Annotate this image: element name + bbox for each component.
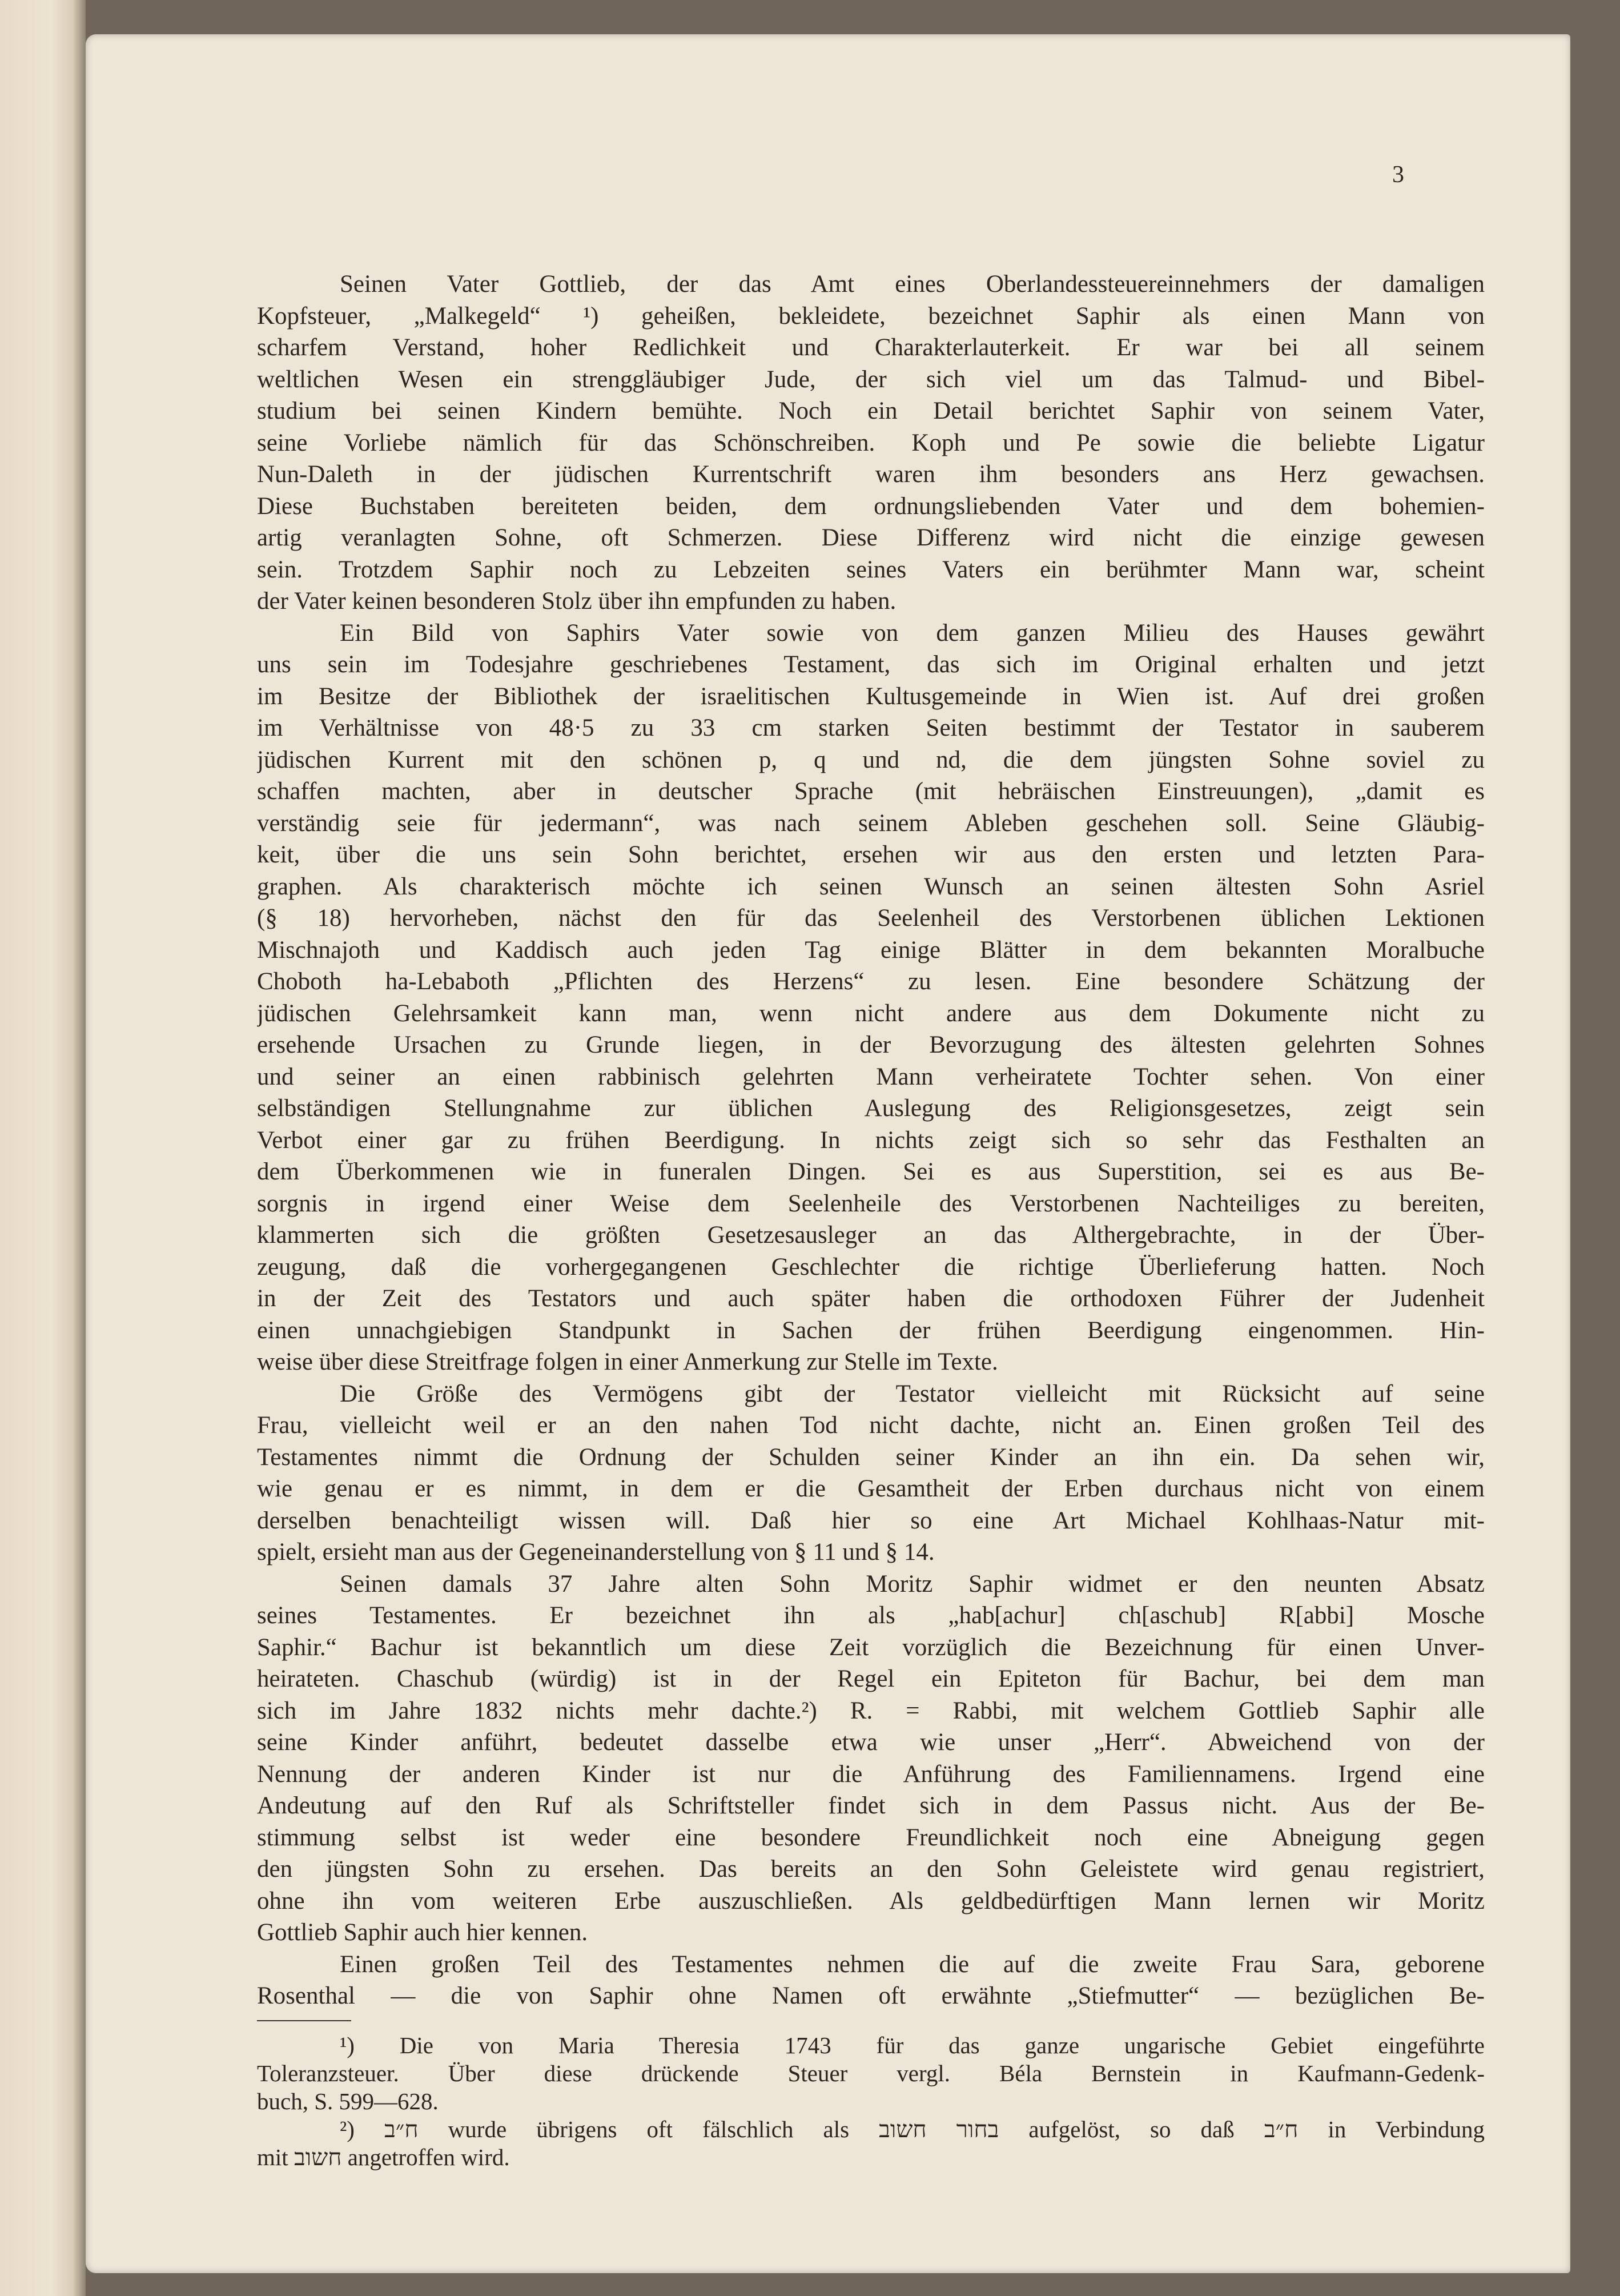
page-number: 3 — [1392, 162, 1405, 188]
footnote-divider — [257, 2020, 351, 2021]
text-line: selbständigen Stellungnahme zur üblichen Auslegung des Religionsgesetzes, zeigt sein — [257, 1095, 1485, 1122]
text-line: und seiner an einen rabbinisch gelehrten Mann verheiratete Tochter sehen. Von einer — [257, 1063, 1485, 1090]
text-line: Gottlieb Saphir auch hier kennen. — [257, 1919, 588, 1946]
text-line: uns sein im Todesjahre geschriebenes Testament, das sich im Original erhalten und jetzt — [257, 651, 1485, 678]
text-line: der Vater keinen besonderen Stolz über ihn empfunden zu haben. — [257, 588, 897, 615]
text-line: jüdischen Gelehrsamkeit kann man, wenn nicht andere aus dem Dokumente nicht zu — [257, 1000, 1485, 1027]
text-line: (§ 18) hervorheben, nächst den für das Seelenheil des Verstorbenen üblichen Lektionen — [257, 905, 1485, 932]
text-line: Ein Bild von Saphirs Vater sowie von dem ganzen Milieu des Hauses gewährt — [340, 619, 1485, 647]
text-line: jüdischen Kurrent mit den schönen p, q und nd, die dem jüngsten Sohne soviel zu — [257, 746, 1485, 773]
text-line: schaffen machten, aber in deutscher Sprache (mit hebräischen Einstreuungen), „damit es — [257, 778, 1485, 805]
text-line: weltlichen Wesen ein strenggläubiger Jude, der sich viel um das Talmud- und Bibel- — [257, 366, 1485, 393]
text-line: Diese Buchstaben bereiteten beiden, dem ordnungsliebenden Vater und dem bohemien- — [257, 492, 1485, 520]
paragraph — [257, 1378, 1485, 1568]
text-line: klammerten sich die größten Gesetzesausleger an das Althergebrachte, in der Über- — [257, 1222, 1485, 1249]
text-line: den jüngsten Sohn zu ersehen. Das bereits an den Sohn Geleistete wird genau registriert, — [257, 1856, 1485, 1882]
text-line: spielt, ersieht man aus der Gegeneinanderstellung von § 11 und § 14. — [257, 1539, 935, 1566]
text-line: sorgnis in irgend einer Weise dem Seelenheile des Verstorbenen Nachteiliges zu bereiten, — [257, 1190, 1485, 1217]
text-line: sich im Jahre 1832 nichts mehr dachte.²) R. = Rabbi, mit welchem Gottlieb Saphir alle — [257, 1697, 1485, 1724]
paragraph — [257, 1949, 1485, 2012]
text-line: seine Vorliebe nämlich für das Schönschreiben. Koph und Pe sowie die beliebte Ligatur — [257, 429, 1485, 456]
text-line: studium bei seinen Kindern bemühte. Noch ein Detail berichtet Saphir von seinem Vater, — [257, 398, 1485, 424]
text-line: scharfem Verstand, hoher Redlichkeit und Charakterlauterkeit. Er war bei all seinem — [257, 334, 1485, 361]
text-line: Saphir.“ Bachur ist bekanntlich um diese Zeit vorzüglich die Bezeichnung für einen Unver- — [257, 1633, 1485, 1661]
paragraph — [257, 617, 1485, 1378]
paragraph — [257, 268, 1485, 617]
footnote-line: mit חשוב angetroffen wird. — [257, 2144, 510, 2170]
text-line: Rosenthal — die von Saphir ohne Namen oft erwähnte „Stiefmutter“ — bezüglichen Be- — [257, 1982, 1485, 2009]
text-line: Mischnajoth und Kaddisch auch jeden Tag einige Blätter in dem bekannten Moralbuche — [257, 936, 1485, 964]
book-spine-left-page — [0, 0, 86, 2296]
footnote-line: Toleranzsteuer. Über diese drückende Steuer vergl. Béla Bernstein in Kaufmann-Gedenk- — [257, 2060, 1485, 2086]
text-line: Testamentes nimmt die Ordnung der Schulden seiner Kinder an ihn ein. Da sehen wir, — [257, 1443, 1485, 1471]
text-line: verständig seie für jedermann“, was nach seinem Ableben geschehen soll. Seine Gläubig- — [257, 809, 1485, 837]
text-line: Frau, vielleicht weil er an den nahen Tod nicht dachte, nicht an. Einen großen Teil des — [257, 1412, 1485, 1439]
text-line: Andeutung auf den Ruf als Schriftsteller findet sich in dem Passus nicht. Aus der Be- — [257, 1792, 1485, 1819]
text-line: Verbot einer gar zu frühen Beerdigung. In nichts zeigt sich so sehr das Festhalten an — [257, 1126, 1485, 1154]
text-line: Einen großen Teil des Testamentes nehmen die auf die zweite Frau Sara, geborene — [340, 1950, 1485, 1978]
text-line: Nun-Daleth in der jüdischen Kurrentschrift waren ihm besonders ans Herz gewachsen. — [257, 461, 1485, 488]
footnote — [257, 2032, 1485, 2116]
text-line: zeugung, daß die vorhergegangenen Geschlechter die richtige Überlieferung hatten. Noch — [257, 1253, 1485, 1281]
text-line: im Besitze der Bibliothek der israelitischen Kultusgemeinde in Wien ist. Auf drei großen — [257, 683, 1485, 710]
text-line: Choboth ha-Lebaboth „Pflichten des Herzens“ zu lesen. Eine besondere Schätzung der — [257, 968, 1485, 995]
text-line: ohne ihn vom weiteren Erbe auszuschließen. Als geldbedürftigen Mann lernen wir Moritz — [257, 1887, 1485, 1914]
text-line: sein. Trotzdem Saphir noch zu Lebzeiten seines Vaters ein berühmter Mann war, scheint — [257, 556, 1485, 583]
text-line: in der Zeit des Testators und auch später haben die orthodoxen Führer der Judenheit — [257, 1285, 1485, 1312]
text-line: im Verhältnisse von 48·5 zu 33 cm starken Seiten bestimmt der Testator in sauberem — [257, 715, 1485, 741]
text-line: artig veranlagten Sohne, oft Schmerzen. Diese Differenz wird nicht die einzige gewesen — [257, 524, 1485, 551]
footnote-line: ¹) Die von Maria Theresia 1743 für das ganze ungarische Gebiet eingeführte — [340, 2032, 1485, 2058]
text-line: seines Testamentes. Er bezeichnet ihn als „hab[achur] ch[aschub] R[abbi] Mosche — [257, 1602, 1485, 1629]
text-line: einen unnachgiebigen Standpunkt in Sachen der frühen Beerdigung eingenommen. Hin- — [257, 1316, 1485, 1344]
text-line: seine Kinder anführt, bedeutet dasselbe etwa wie unser „Herr“. Abweichend von der — [257, 1729, 1485, 1756]
text-line: ersehende Ursachen zu Grunde liegen, in der Bevorzugung des ältesten gelehrten Sohnes — [257, 1031, 1485, 1058]
text-line: weise über diese Streitfrage folgen in einer Anmerkung zur Stelle im Texte. — [257, 1348, 998, 1375]
text-line: Seinen Vater Gottlieb, der das Amt eines Oberlandessteuereinnehmers der damaligen — [340, 271, 1485, 298]
text-line: wie genau er es nimmt, in dem er die Gesamtheit der Erben durchaus nicht von einem — [257, 1475, 1485, 1502]
text-line: Nennung der anderen Kinder ist nur die Anführung des Familiennamens. Irgend eine — [257, 1760, 1485, 1788]
text-line: Seinen damals 37 Jahre alten Sohn Moritz Saphir widmet er den neunten Absatz — [340, 1570, 1485, 1597]
text-line: dem Überkommenen wie in funeralen Dingen. Sei es aus Superstition, sei es aus Be- — [257, 1158, 1485, 1185]
book-page — [86, 34, 1570, 2273]
paragraph — [257, 1568, 1485, 1949]
body-text — [257, 268, 1485, 2171]
footnote-line: ²) ח״ב wurde übrigens oft fälschlich als בחור חשוב aufgelöst, so daß ח״ב in Verbindung — [340, 2116, 1485, 2142]
text-line: Kopfsteuer, „Malkegeld“ ¹) geheißen, bekleidete, bezeichnet Saphir als einen Mann von — [257, 302, 1485, 330]
text-line: Die Größe des Vermögens gibt der Testator vielleicht mit Rücksicht auf seine — [340, 1380, 1485, 1407]
footnote — [257, 2116, 1485, 2171]
text-line: derselben benachteiligt wissen will. Daß hier so eine Art Michael Kohlhaas-Natur mit- — [257, 1507, 1485, 1534]
text-line: keit, über die uns sein Sohn berichtet, ersehen wir aus den ersten und letzten Para- — [257, 841, 1485, 868]
text-line: heirateten. Chaschub (würdig) ist in der Regel ein Epiteton für Bachur, bei dem man — [257, 1665, 1485, 1692]
footnote-line: buch, S. 599—628. — [257, 2088, 439, 2114]
text-line: graphen. Als charakterisch möchte ich seinen Wunsch an seinen ältesten Sohn Asriel — [257, 873, 1485, 900]
text-line: stimmung selbst ist weder eine besondere Freundlichkeit noch eine Abneigung gegen — [257, 1824, 1485, 1851]
